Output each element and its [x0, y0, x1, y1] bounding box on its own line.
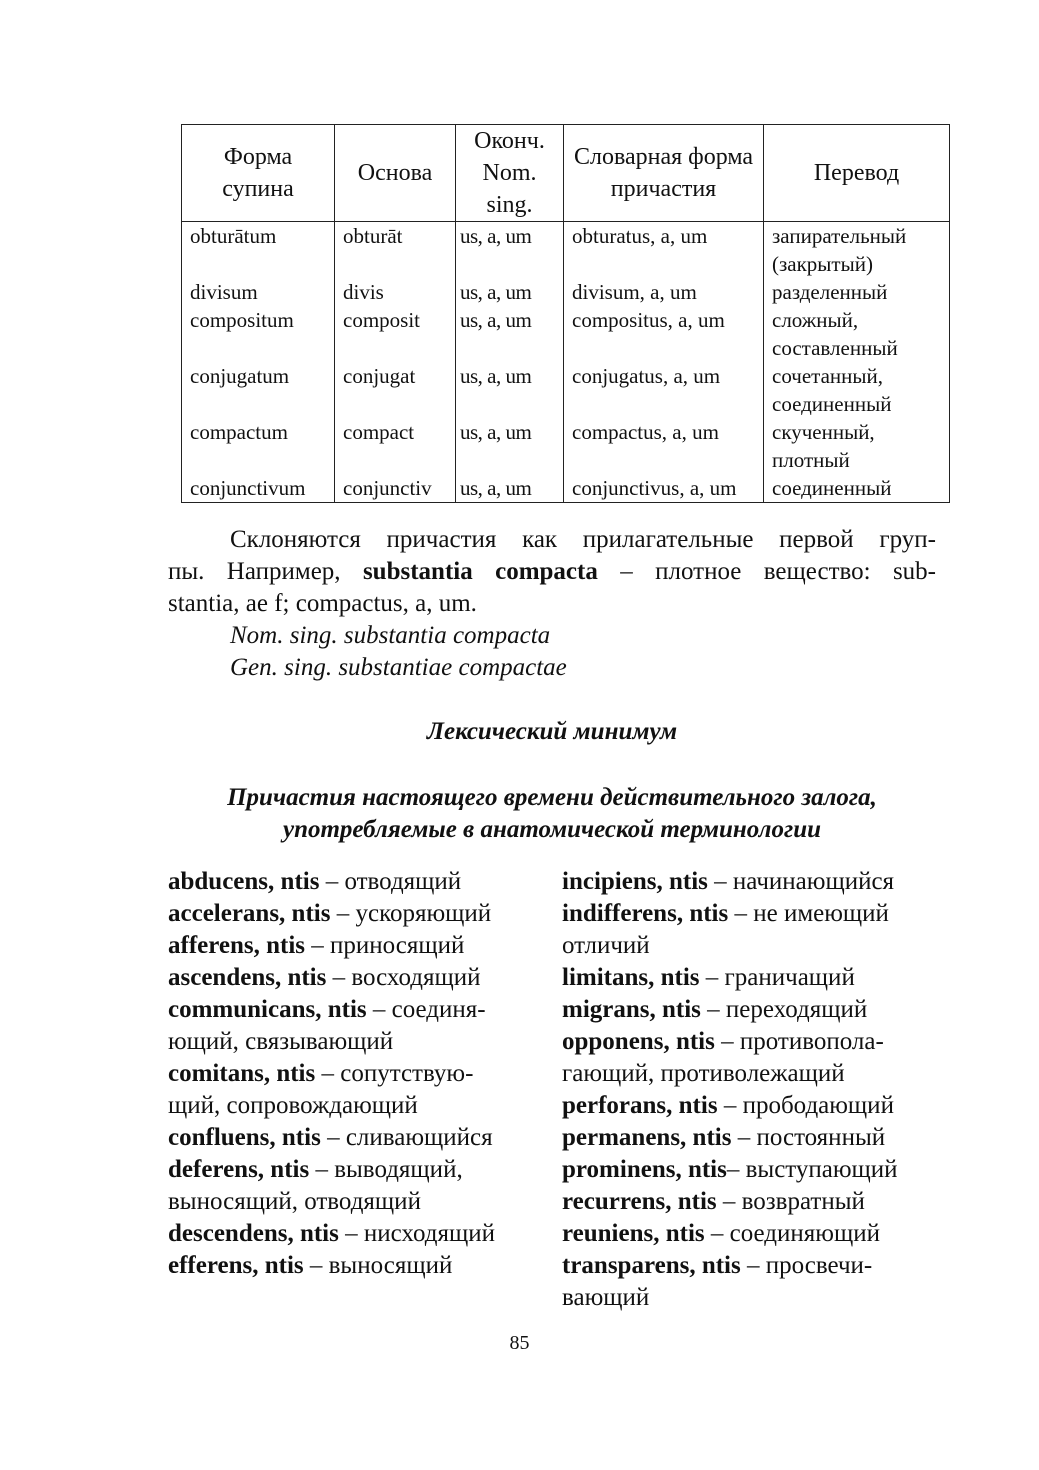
vocab-entry: afferens, ntis – приносящий — [168, 932, 465, 959]
vocab-left-column — [168, 866, 548, 1282]
example-nom-sing: Nom. sing. substantia compacta — [230, 622, 551, 649]
supine-table — [181, 124, 950, 503]
cell-dict-form: conjunctivus, a, um — [564, 474, 764, 503]
cell-translation: запирательный (закрытый) — [764, 222, 950, 279]
cell-dict-form: divisum, a, um — [564, 278, 764, 306]
header-dict-form: Словарная форма причастия — [564, 125, 764, 222]
table-row — [182, 418, 950, 474]
paragraph-line: Склоняются причастия как прилагательные первой груп- — [230, 526, 936, 553]
vocab-entry-continuation: щий, сопровождающий — [168, 1092, 418, 1119]
vocab-entry-continuation: выносящий, отводящий — [168, 1188, 421, 1215]
table-row — [182, 222, 950, 279]
cell-ending: us, a, um — [456, 474, 564, 503]
vocab-entry: efferens, ntis – выносящий — [168, 1252, 453, 1279]
subsection-heading-line: Причастия настоящего времени действительного залога, — [227, 784, 877, 811]
vocab-entry: deferens, ntis – выводящий, — [168, 1156, 463, 1183]
vocab-entry: incipiens, ntis – начинающийся — [562, 868, 895, 895]
vocab-right-column — [562, 866, 942, 1314]
cell-dict-form: conjugatus, a, um — [564, 362, 764, 418]
vocab-entry-continuation: отличий — [562, 932, 650, 959]
vocab-entry: permanens, ntis – постоянный — [562, 1124, 886, 1151]
cell-dict-form: compactus, a, um — [564, 418, 764, 474]
page-number: 85 — [509, 1332, 530, 1354]
vocab-entry: limitans, ntis – граничащий — [562, 964, 855, 991]
cell-stem: obturāt — [335, 222, 456, 279]
vocab-entry-continuation: ющий, связывающий — [168, 1028, 394, 1055]
cell-supine: compositum — [182, 306, 335, 362]
cell-translation: разделенный — [764, 278, 950, 306]
cell-stem: composit — [335, 306, 456, 362]
table-row — [182, 278, 950, 306]
paragraph-line: пы. Например, substantia compacta – плотное вещество: sub- — [168, 558, 937, 585]
vocab-entry: opponens, ntis – противопола- — [562, 1028, 884, 1055]
vocab-entry: descendens, ntis – нисходящий — [168, 1220, 495, 1247]
cell-stem: compact — [335, 418, 456, 474]
vocab-entry-continuation: гающий, противолежащий — [562, 1060, 845, 1087]
table-row — [182, 362, 950, 418]
paragraph-line: stantia, ae f; compactus, a, um. — [168, 590, 477, 617]
cell-supine: conjunctivum — [182, 474, 335, 503]
section-heading: Лексический минимум — [426, 718, 678, 745]
cell-supine: conjugatum — [182, 362, 335, 418]
cell-stem: conjugat — [335, 362, 456, 418]
vocab-entry: accelerans, ntis – ускоряющий — [168, 900, 492, 927]
vocab-entry: confluens, ntis – сливающийся — [168, 1124, 493, 1151]
table-header-row — [182, 125, 950, 222]
header-stem: Основа — [335, 125, 456, 222]
table-row — [182, 306, 950, 362]
vocab-entry-continuation: вающий — [562, 1284, 650, 1311]
vocab-entry: comitans, ntis – сопутствую- — [168, 1060, 474, 1087]
cell-ending: us, a, um — [456, 278, 564, 306]
example-gen-sing: Gen. sing. substantiae compactae — [230, 654, 567, 681]
cell-ending: us, a, um — [456, 306, 564, 362]
cell-ending: us, a, um — [456, 362, 564, 418]
cell-supine: obturātum — [182, 222, 335, 279]
vocab-entry: communicans, ntis – соединя- — [168, 996, 486, 1023]
cell-supine: compactum — [182, 418, 335, 474]
vocab-entry: reuniens, ntis – соединяющий — [562, 1220, 880, 1247]
vocab-entry: migrans, ntis – переходящий — [562, 996, 868, 1023]
cell-translation: сложный, составленный — [764, 306, 950, 362]
cell-translation: соединенный — [764, 474, 950, 503]
vocab-entry: abducens, ntis – отводящий — [168, 868, 462, 895]
cell-stem: conjunctiv — [335, 474, 456, 503]
cell-translation: сочетанный, соединенный — [764, 362, 950, 418]
subsection-heading-line: употребляемые в анатомической терминологии — [282, 816, 822, 843]
cell-dict-form: compositus, a, um — [564, 306, 764, 362]
header-translation: Перевод — [764, 125, 950, 222]
vocab-entry: indifferens, ntis – не имеющий — [562, 900, 889, 927]
vocab-entry: ascendens, ntis – восходящий — [168, 964, 481, 991]
vocab-entry: recurrens, ntis – возвратный — [562, 1188, 865, 1215]
header-supine: Форма супина — [182, 125, 335, 222]
table-row — [182, 474, 950, 503]
example-term: substantia compacta — [362, 558, 598, 585]
cell-stem: divis — [335, 278, 456, 306]
header-ending: Оконч. Nom. sing. — [456, 125, 564, 222]
cell-translation: скученный, плотный — [764, 418, 950, 474]
declension-paragraph — [168, 524, 936, 620]
cell-ending: us, a, um — [456, 222, 564, 279]
cell-supine: divisum — [182, 278, 335, 306]
vocab-entry: perforans, ntis – прободающий — [562, 1092, 894, 1119]
cell-ending: us, a, um — [456, 418, 564, 474]
vocab-entry: transparens, ntis – просвечи- — [562, 1252, 873, 1279]
vocab-entry: prominens, ntis– выступающий — [562, 1156, 898, 1183]
cell-dict-form: obturatus, a, um — [564, 222, 764, 279]
